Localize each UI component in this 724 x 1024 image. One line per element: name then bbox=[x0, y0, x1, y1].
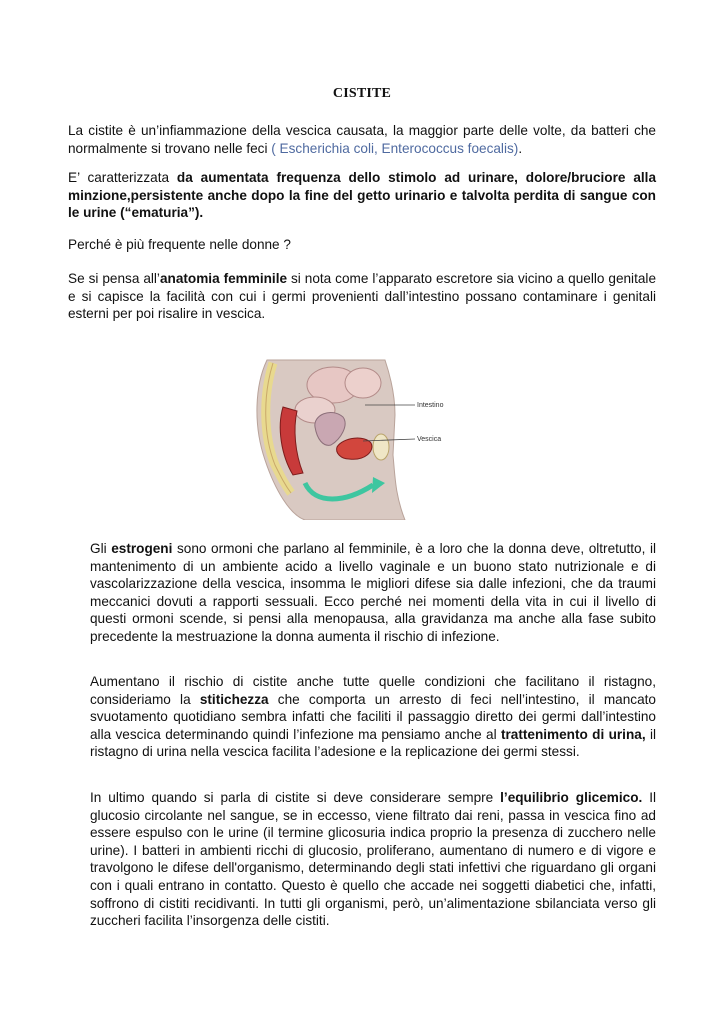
anatomy-illustration bbox=[245, 355, 475, 520]
label-bladder: Vescica bbox=[417, 436, 442, 443]
glycemic-text-b: Il glucosio circolante nel sangue, se in eccesso, viene filtrato dai reni, passa in vescica fino ad essere espulso con le urine (il termine glicosuria indica proprio la presenza di zucchero nelle urine). I batteri in ambienti ricchi di glucosio, proliferano, aumentano di numero e di vigore e travolgono le difese dell'organismo, determinando degli stati infettivi che riguardano gli organi con i quali entrano in contatto. Questo è quello che accade nei soggetti diabetici che, infatti, soffrono di cistiti recidivanti. In tutti gli organismi, però, un’alimentazione sbilanciata verso gli zuccheri facilita l’insorgenza delle cistiti. bbox=[90, 790, 657, 929]
risk-bold-constipation: stitichezza bbox=[199, 691, 269, 707]
risk-text-a: Aumentano il rischio di cistite anche tutte quelle condizioni che facilitano il ristagno, consideriamo la bbox=[90, 674, 656, 707]
estrogens-after: sono ormoni che parlano al femminile, è a loro che la donna deve, oltretutto, il mantenimento di un ambiente acido a livello vaginale e un buono stato nutrizionale e di vascolarizzazione della vescica, insomma le migliori difese sia dalle infezioni, che da traumi meccanici dovuti a rapporti sessuali. Ecco perché nei momenti della vita in cui il livello di questi ormoni scende, si pensi alla menopausa, alla gravidanza ma anche alla fase subito precedente la mestruazione la donna aumenta il rischio di infezione. bbox=[90, 541, 656, 644]
anatomy-before: Se si pensa all’ bbox=[68, 271, 160, 286]
glycemic-text-a: In ultimo quando si parla di cistite si deve considerare sempre bbox=[90, 790, 501, 805]
glycemic-bold: l’equilibrio glicemico. bbox=[500, 790, 643, 805]
paragraph-symptoms bbox=[68, 169, 656, 222]
paragraph-glycemic bbox=[90, 789, 656, 930]
paragraph-question: Perché è più frequente nelle donne ? bbox=[68, 237, 291, 252]
estrogens-bold: estrogeni bbox=[111, 541, 173, 556]
anatomy-bold: anatomia femminile bbox=[159, 271, 288, 286]
bacteria-names: ( Escherichia coli, Enterococcus foecalis) bbox=[271, 140, 519, 156]
paragraph-anatomy bbox=[68, 270, 656, 323]
risk-text-b: che comporta un arresto di feci nell’intestino, il mancato svuotamento quotidiano sembra infatti che faciliti il passaggio diretto dei germi dall’intestino alla vescica determinando quindi l’infezione ma pensiamo anche al bbox=[90, 691, 656, 742]
symptoms-bold: da aumentata frequenza dello stimolo ad urinare, dolore/bruciore alla minzione,persistente anche dopo la fine del getto urinario e talvolta perdita di sangue con le urine (“ematuria”). bbox=[68, 170, 656, 221]
definition-end: . bbox=[518, 140, 523, 156]
symptoms-intro: E’ caratterizzata bbox=[68, 170, 177, 185]
page-title: CISTITE bbox=[332, 86, 392, 101]
label-intestine: Intestino bbox=[417, 402, 444, 409]
paragraph-estrogens bbox=[90, 540, 656, 646]
paragraph-definition bbox=[68, 122, 656, 157]
estrogens-before: Gli bbox=[90, 541, 112, 556]
risk-text-c: il ristagno di urina nella vescica facilita l’adesione e la replicazione dei germi stessi. bbox=[90, 726, 656, 760]
definition-text: La cistite è un’infiammazione della vescica causata, la maggior parte delle volte, da batteri che normalmente si trovano nelle feci bbox=[68, 123, 656, 156]
risk-bold-retention: trattenimento di urina, bbox=[500, 726, 646, 742]
anatomy-after: si nota come l’apparato escretore sia vicino a quello genitale e si capisce la facilità con cui i germi provenienti dall’intestino possano contaminare i genitali esterni per poi risalire in vescica. bbox=[68, 271, 656, 322]
paragraph-risk-conditions bbox=[90, 673, 656, 761]
